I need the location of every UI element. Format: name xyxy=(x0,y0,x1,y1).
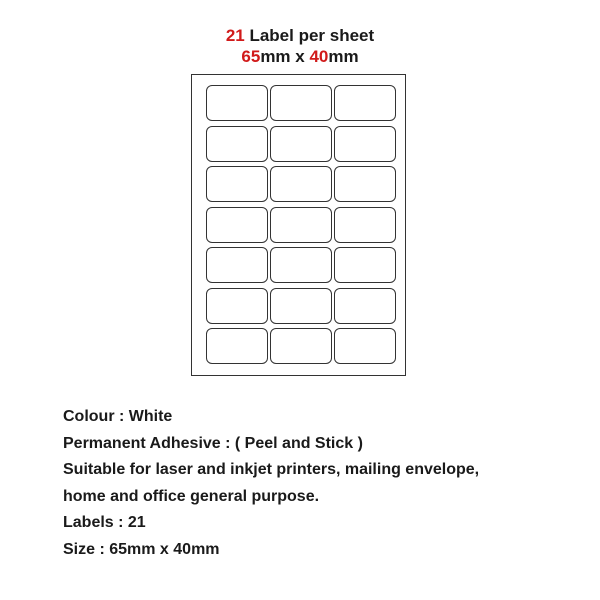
label-cell xyxy=(206,247,268,283)
label-size-title xyxy=(0,47,600,67)
label-cell xyxy=(334,126,396,162)
label-cell xyxy=(334,85,396,121)
label-cell xyxy=(270,126,332,162)
detail-adhesive: Permanent Adhesive : ( Peel and Stick ) xyxy=(63,434,363,452)
detail-colour: Colour : White xyxy=(63,408,173,425)
detail-size: Size : 65mm x 40mm xyxy=(63,540,220,558)
label-cell xyxy=(334,247,396,283)
detail-purpose: home and office general purpose. xyxy=(63,487,320,505)
detail-labels: Labels : 21 xyxy=(63,514,146,531)
sheet-title xyxy=(0,26,600,46)
product-details xyxy=(63,404,593,563)
label-cell xyxy=(270,85,332,121)
label-cell xyxy=(270,288,332,324)
label-cell xyxy=(270,166,332,202)
label-cell xyxy=(334,166,396,202)
label-width-value: 65 xyxy=(241,47,261,66)
label-cell xyxy=(334,207,396,243)
label-cell xyxy=(206,328,268,364)
label-cell xyxy=(206,166,268,202)
label-cell xyxy=(206,85,268,121)
label-cell xyxy=(270,207,332,243)
label-sheet xyxy=(191,74,406,376)
label-cell xyxy=(206,288,268,324)
label-cell xyxy=(206,207,268,243)
label-height-value: 40 xyxy=(309,47,329,66)
label-cell xyxy=(270,328,332,364)
label-cell xyxy=(270,247,332,283)
label-width-unit: mm x xyxy=(260,47,310,66)
label-cell xyxy=(334,328,396,364)
detail-suitable: Suitable for laser and inkjet printers, mailing envelope, xyxy=(63,461,480,478)
label-cell xyxy=(334,288,396,324)
label-count-suffix: Label per sheet xyxy=(244,26,375,45)
label-cell xyxy=(206,126,268,162)
label-count: 21 xyxy=(225,26,245,45)
label-height-unit: mm xyxy=(328,47,359,66)
